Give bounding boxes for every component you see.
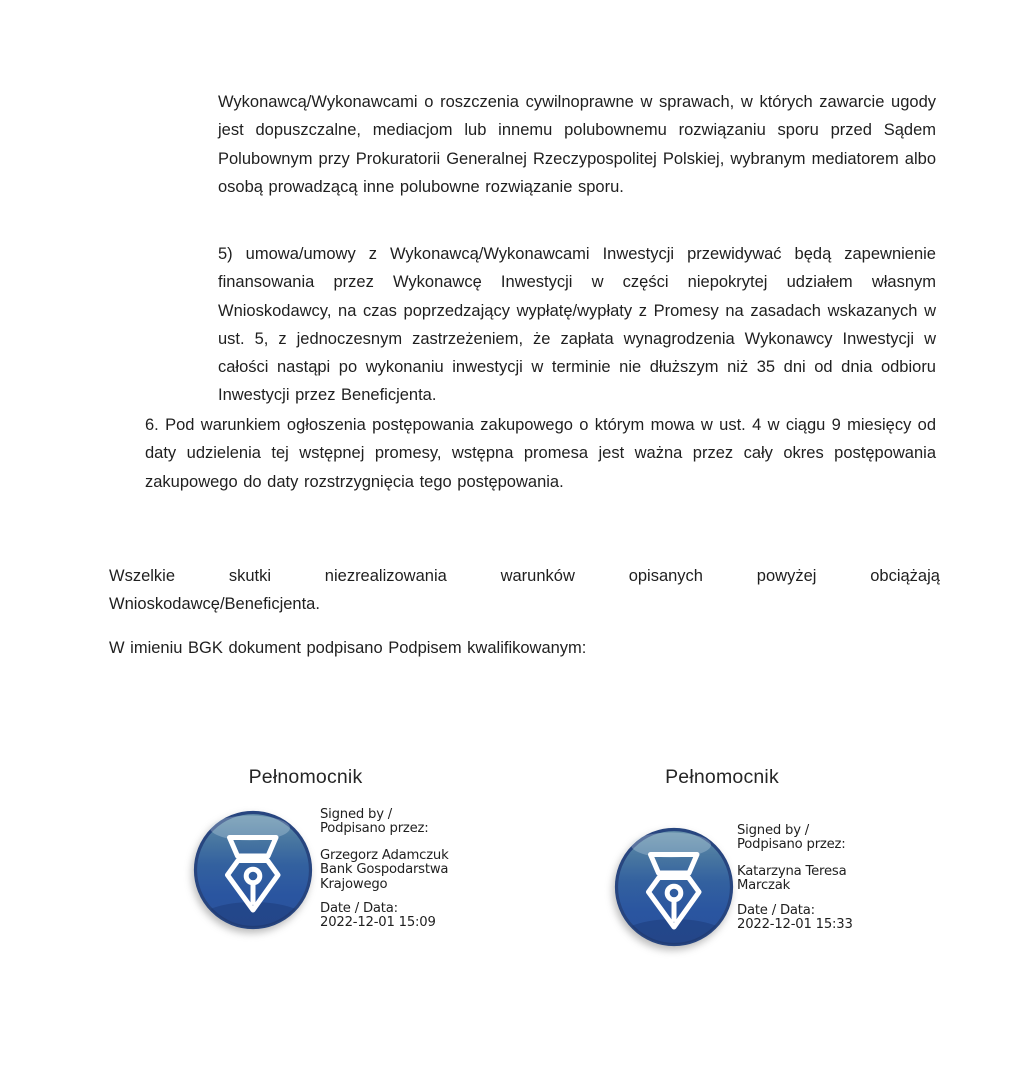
- date-label: Date / Data:: [320, 901, 398, 917]
- signature-block-left: [320, 808, 505, 931]
- signing-statement: W imieniu BGK dokument podpisano Podpisem kwalifikowanym:: [109, 639, 587, 657]
- signed-by-label: Signed by /: [320, 807, 393, 822]
- paragraph-clause-6: 6. Pod warunkiem ogłoszenia postępowania zakupowego o którym mowa w ust. 4 w ciągu 9 miesięcy od daty udzielenia tej wstępnej promesy, wstępna promesa jest ważna przez cały okres postępowania zakupowego do daty rozstrzygnięcia tego postępowania.: [145, 416, 936, 491]
- signer-name: Katarzyna Teresa: [737, 863, 847, 879]
- signature-block-right: [737, 824, 922, 932]
- signature-role-heading-right: Pełnomocnik: [665, 766, 779, 788]
- signer-organization: Krajowego: [320, 876, 388, 892]
- signer-organization: Bank Gospodarstwa: [320, 862, 449, 878]
- signer-name: Grzegorz Adamczuk: [320, 847, 449, 863]
- consequences-word: opisanych: [628, 567, 703, 585]
- pen-nib-icon: [612, 825, 736, 954]
- date-value: 2022-12-01 15:33: [737, 917, 853, 933]
- signed-by-label: Podpisano przez:: [320, 821, 429, 837]
- signature-role-heading-left: Pełnomocnik: [248, 766, 363, 788]
- signed-by-label: Podpisano przez:: [737, 837, 846, 853]
- paragraph-clause-4-continuation: Wykonawcą/Wykonawcami o roszczenia cywilnoprawne w sprawach, w których zawarcie ugody jest dopuszczalne, mediacjom lub innemu polubownemu rozwiązaniu sporu przed Sądem Polubownym przy Prokuratorii Generalnej Rzeczypospolitej Polskiej, wybranym mediatorem albo osobą prowadzącą inne polubowne rozwiązanie sporu.: [218, 93, 936, 196]
- consequences-word: niezrealizowania: [324, 567, 447, 585]
- consequences-line-1: [109, 562, 940, 590]
- date-value: 2022-12-01 15:09: [320, 915, 436, 931]
- signer-name: Marczak: [737, 878, 791, 894]
- date-label: Date / Data:: [737, 902, 815, 918]
- paragraph-consequences: [109, 562, 940, 619]
- consequences-word: Wszelkie: [109, 567, 176, 585]
- consequences-word: obciążają: [870, 567, 940, 585]
- pen-nib-icon: [191, 808, 315, 937]
- consequences-word: powyżej: [756, 567, 817, 585]
- signed-by-label: Signed by /: [737, 823, 810, 838]
- paragraph-clause-5: 5) umowa/umowy z Wykonawcą/Wykonawcami Inwestycji przewidywać będą zapewnienie finansowania przez Wykonawcę Inwestycji w części niepokrytej udziałem własnym Wnioskodawcy, na czas poprzedzający wypłatę/wypłaty z Promesy na zasadach wskazanych w ust. 5, z jednoczesnym zastrzeżeniem, że zapłata wynagrodzenia Wykonawcy Inwestycji w całości nastąpi po wykonaniu inwestycji w terminie nie dłuższym niż 35 dni od dnia odbioru Inwestycji przez Beneficjenta.: [218, 245, 936, 405]
- consequences-word: skutki: [228, 567, 271, 585]
- consequences-line-2: Wnioskodawcę/Beneficjenta.: [109, 595, 320, 614]
- consequences-word: warunków: [500, 567, 575, 585]
